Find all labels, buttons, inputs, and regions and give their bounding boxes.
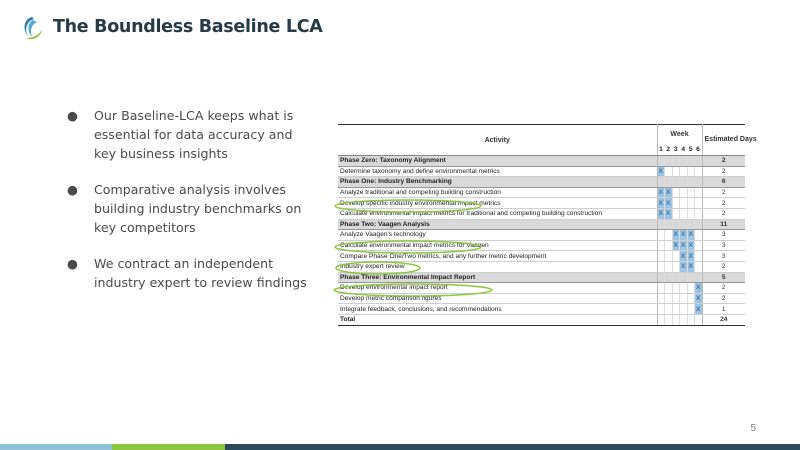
days-cell: 6 xyxy=(702,177,745,188)
week-cell xyxy=(657,240,665,251)
days-cell: 2 xyxy=(702,261,745,272)
days-cell: 2 xyxy=(702,283,745,294)
week-cell: X xyxy=(658,210,663,218)
week-cell: X xyxy=(666,199,671,207)
week-cell xyxy=(672,198,680,209)
week-number: 4 xyxy=(680,145,688,156)
footer-bar-segment xyxy=(112,444,225,450)
week-cell xyxy=(687,156,695,167)
week-cell xyxy=(672,283,680,294)
task-row xyxy=(338,304,745,315)
week-cell: X xyxy=(696,295,701,303)
footer-bar-segment xyxy=(225,444,800,450)
week-cell xyxy=(687,187,695,198)
week-cell xyxy=(665,314,673,325)
week-cell xyxy=(687,166,695,177)
week-cell xyxy=(665,156,673,167)
phase-row xyxy=(338,177,745,188)
week-cell xyxy=(695,208,703,219)
week-cell xyxy=(687,293,695,304)
week-cell xyxy=(665,177,673,188)
week-cell: X xyxy=(681,242,686,250)
days-cell: 3 xyxy=(702,230,745,241)
task-row xyxy=(338,166,745,177)
days-cell: 24 xyxy=(702,314,745,325)
week-cell xyxy=(687,219,695,230)
activity-cell: Phase Two: Vaagen Analysis xyxy=(338,219,657,230)
activity-cell: Develop metric comparison figures xyxy=(338,293,657,304)
week-cell xyxy=(657,293,665,304)
week-cell xyxy=(672,187,680,198)
phase-row xyxy=(338,156,745,167)
week-cell xyxy=(695,198,703,209)
week-cell xyxy=(695,166,703,177)
week-cell xyxy=(687,283,695,294)
bullet-text: Comparative analysis involves building industry benchmarks on key competitors xyxy=(94,182,302,235)
bullet-item xyxy=(64,254,314,292)
week-cell xyxy=(695,261,703,272)
total-row xyxy=(338,314,745,325)
days-cell: 2 xyxy=(702,187,745,198)
week-cell xyxy=(680,304,688,315)
week-cell xyxy=(665,304,673,315)
activity-cell: Calculate environmental impact metrics for traditional and competing building construction xyxy=(338,208,657,219)
week-cell xyxy=(680,314,688,325)
week-cell xyxy=(657,219,665,230)
week-cell xyxy=(695,230,703,241)
week-cell xyxy=(657,304,665,315)
week-cell: X xyxy=(688,231,693,239)
week-cell xyxy=(672,251,680,262)
activity-cell: Integrate feedback, conclusions, and recommendations xyxy=(338,304,657,315)
week-cell xyxy=(695,272,703,283)
activity-cell: Analyze traditional and competing building construction xyxy=(338,187,657,198)
week-cell: X xyxy=(688,252,693,260)
week-cell xyxy=(695,240,703,251)
week-cell xyxy=(680,208,688,219)
week-cell xyxy=(672,304,680,315)
activity-cell: Calculate environmental impact metrics for Vaagen xyxy=(338,240,657,251)
week-cell xyxy=(665,293,673,304)
task-row xyxy=(338,283,745,294)
phase-row xyxy=(338,272,745,283)
week-cell: X xyxy=(681,231,686,239)
week-cell xyxy=(672,219,680,230)
week-cell xyxy=(665,219,673,230)
week-cell: X xyxy=(666,210,671,218)
days-cell: 3 xyxy=(702,251,745,262)
bullet-list xyxy=(64,106,314,309)
estimated-days-header: Estimated Days xyxy=(702,125,745,156)
activity-cell: Phase Three: Environmental Impact Report xyxy=(338,272,657,283)
week-header: Week xyxy=(657,125,702,145)
days-cell: 2 xyxy=(702,293,745,304)
days-cell: 11 xyxy=(702,219,745,230)
bullet-item xyxy=(64,106,314,163)
task-row xyxy=(338,187,745,198)
week-cell xyxy=(665,240,673,251)
bullet-text: Our Baseline-LCA keeps what is essential for data accuracy and key business insights xyxy=(94,108,294,161)
task-row xyxy=(338,230,745,241)
week-cell xyxy=(665,283,673,294)
task-row xyxy=(338,261,745,272)
week-cell: X xyxy=(658,199,663,207)
week-number: 6 xyxy=(695,145,703,156)
activity-cell: Determine taxonomy and define environmental metrics xyxy=(338,166,657,177)
week-cell xyxy=(687,177,695,188)
days-cell: 5 xyxy=(702,272,745,283)
week-cell xyxy=(687,304,695,315)
week-number: 2 xyxy=(665,145,673,156)
week-cell xyxy=(680,283,688,294)
week-cell xyxy=(665,272,673,283)
week-cell xyxy=(672,272,680,283)
week-cell xyxy=(665,251,673,262)
bullet-dot: ● xyxy=(67,108,78,123)
activity-cell: Develop specific industry environmental impact metrics xyxy=(338,198,657,209)
week-cell xyxy=(695,251,703,262)
week-cell xyxy=(687,198,695,209)
week-cell xyxy=(695,177,703,188)
week-number: 3 xyxy=(672,145,680,156)
activity-cell: Phase Zero: Taxonomy Alignment xyxy=(338,156,657,167)
week-cell xyxy=(665,230,673,241)
week-cell xyxy=(665,261,673,272)
task-row xyxy=(338,251,745,262)
activity-cell: Phase One: Industry Benchmarking xyxy=(338,177,657,188)
days-cell: 2 xyxy=(702,198,745,209)
week-cell xyxy=(695,156,703,167)
week-cell xyxy=(672,293,680,304)
task-row xyxy=(338,198,745,209)
week-cell xyxy=(672,166,680,177)
bullet-dot: ● xyxy=(67,256,78,271)
week-cell: X xyxy=(681,263,686,271)
week-cell xyxy=(680,293,688,304)
days-cell: 2 xyxy=(702,208,745,219)
week-cell xyxy=(665,166,673,177)
week-cell xyxy=(672,261,680,272)
week-cell xyxy=(657,177,665,188)
week-cell xyxy=(657,272,665,283)
bullet-dot: ● xyxy=(67,182,78,197)
week-cell xyxy=(657,156,665,167)
week-cell xyxy=(672,208,680,219)
week-cell xyxy=(672,314,680,325)
week-cell: X xyxy=(688,263,693,271)
week-cell xyxy=(695,187,703,198)
activity-cell: Total xyxy=(338,314,657,325)
schedule-body xyxy=(338,156,745,326)
week-cell xyxy=(695,219,703,230)
footer-bar-segment xyxy=(0,444,112,450)
week-cell xyxy=(687,272,695,283)
swirl-logo-icon xyxy=(20,15,44,41)
activity-cell: Analyze Vaagen's technology xyxy=(338,230,657,241)
week-cell: X xyxy=(673,242,678,250)
week-cell: X xyxy=(666,189,671,197)
week-cell xyxy=(672,177,680,188)
week-cell xyxy=(657,251,665,262)
activity-cell: Compare Phase One/Two metrics, and any further metric development xyxy=(338,251,657,262)
week-cell xyxy=(680,187,688,198)
week-cell xyxy=(657,283,665,294)
week-number: 5 xyxy=(687,145,695,156)
week-cell xyxy=(687,314,695,325)
week-cell xyxy=(680,156,688,167)
days-cell: 3 xyxy=(702,240,745,251)
week-cell xyxy=(672,156,680,167)
week-cell xyxy=(680,198,688,209)
week-cell xyxy=(657,314,665,325)
week-cell xyxy=(695,314,703,325)
bullet-item xyxy=(64,180,314,237)
task-row xyxy=(338,240,745,251)
activity-cell: Industry expert review xyxy=(338,261,657,272)
task-row xyxy=(338,293,745,304)
activity-cell: Develop environmental impact report xyxy=(338,283,657,294)
days-cell: 2 xyxy=(702,156,745,167)
footer-bar xyxy=(0,444,800,450)
week-cell: X xyxy=(696,284,701,292)
week-cell: X xyxy=(688,242,693,250)
week-cell xyxy=(680,177,688,188)
week-cell xyxy=(680,219,688,230)
days-cell: 1 xyxy=(702,304,745,315)
week-cell xyxy=(687,208,695,219)
days-cell: 2 xyxy=(702,166,745,177)
task-row xyxy=(338,208,745,219)
page-title: The Boundless Baseline LCA xyxy=(53,17,323,37)
bullet-text: We contract an independent industry expert to review findings xyxy=(94,256,307,290)
week-cell xyxy=(680,272,688,283)
week-cell: X xyxy=(696,305,701,313)
week-cell: X xyxy=(673,231,678,239)
phase-row xyxy=(338,219,745,230)
week-cell xyxy=(657,230,665,241)
week-cell: X xyxy=(681,252,686,260)
week-cell: X xyxy=(658,167,663,175)
page-number: 5 xyxy=(750,423,756,434)
week-cell xyxy=(680,166,688,177)
week-cell xyxy=(657,261,665,272)
week-number: 1 xyxy=(657,145,665,156)
week-cell: X xyxy=(658,189,663,197)
schedule-table xyxy=(338,124,757,326)
activity-header: Activity xyxy=(338,125,657,156)
